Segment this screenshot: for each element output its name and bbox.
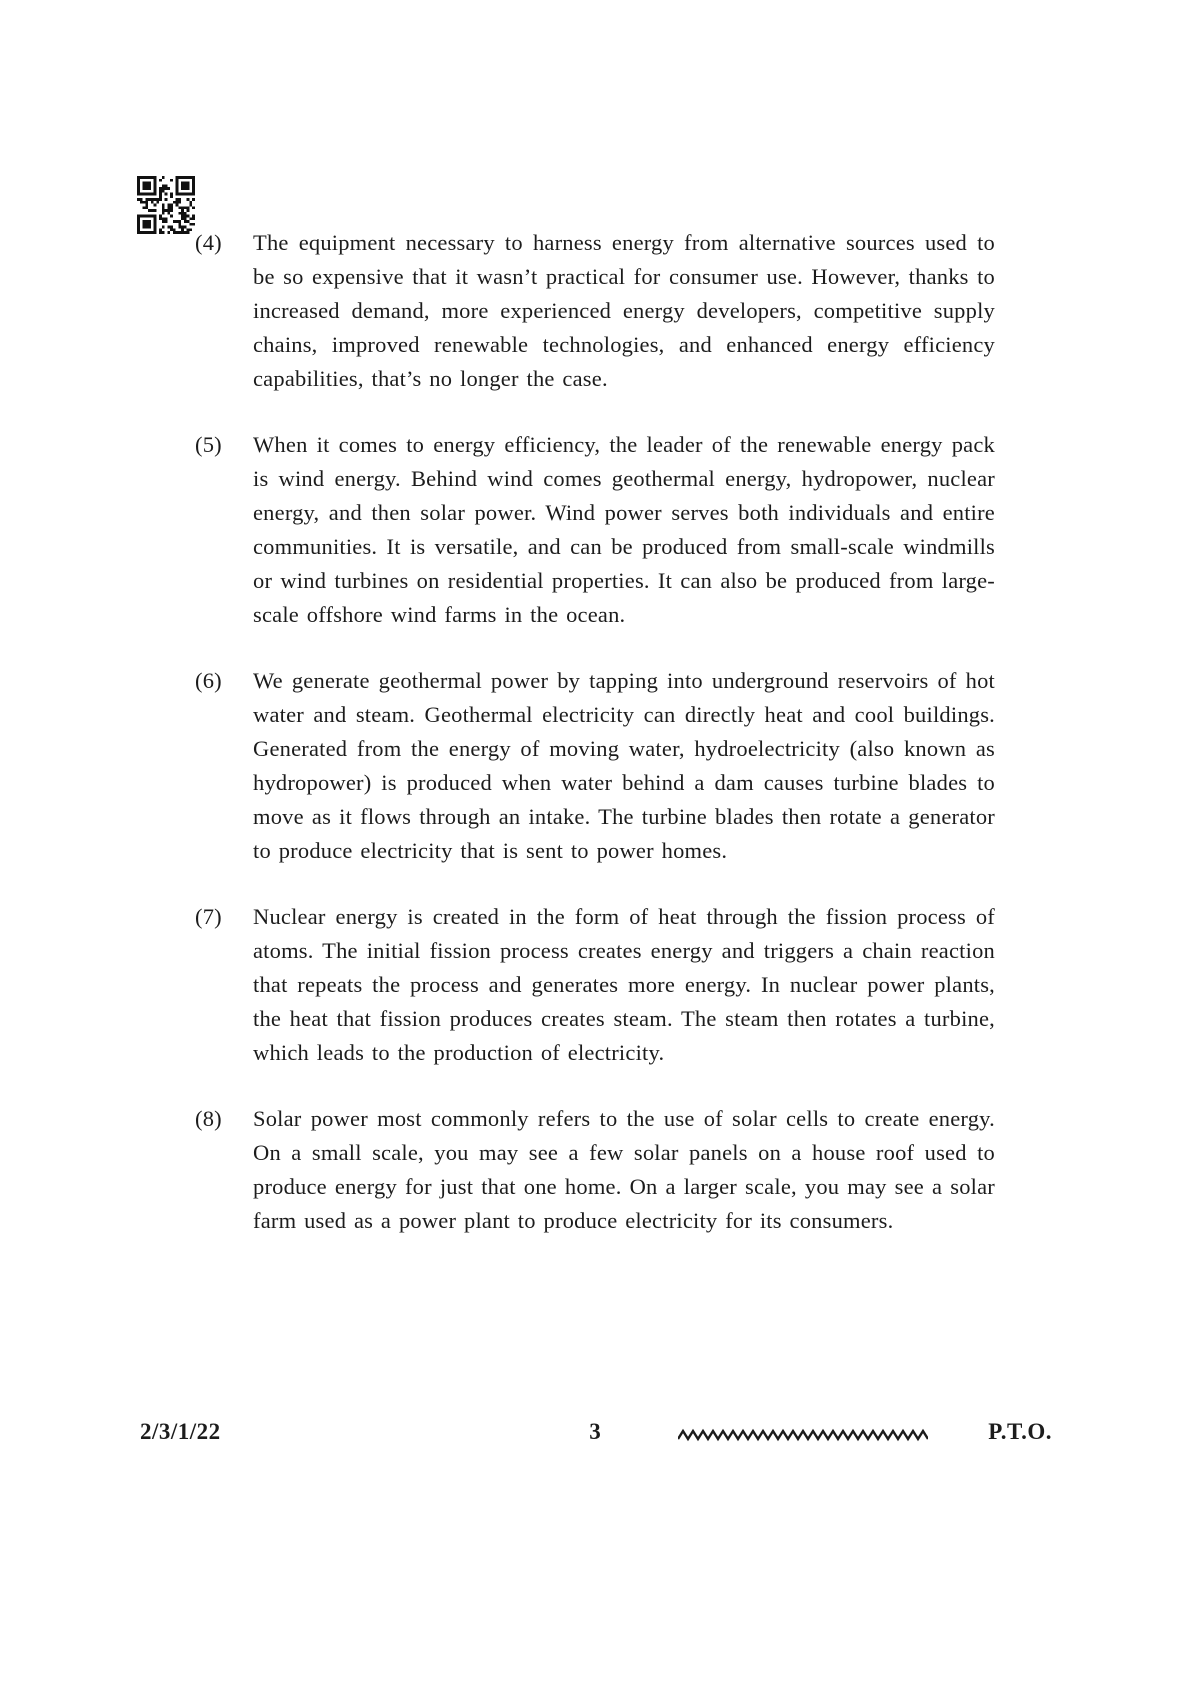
paragraph-text: We generate geothermal power by tapping into underground reservoirs of hot water and steam. Geothermal electricity can directly heat and cool buildings. Generated from the energy of moving water, hydroelectricity (also known as hydropower) is produced when water behind a dam causes turbine blades to move as it flows through an intake. The turbine blades then rotate a generator to produce electricity that is sent to power homes. — [253, 668, 995, 863]
paragraph-5 — [195, 428, 995, 632]
paragraph-4 — [195, 226, 995, 396]
paragraph-number: (6) — [195, 668, 222, 693]
qr-code-icon — [137, 176, 195, 234]
paragraph-text: When it comes to energy efficiency, the leader of the renewable energy pack is wind energy. Behind wind comes geothermal energy, hydropower, nuclear energy, and then solar power. Wind power serves both individuals and entire communities. It is versatile, and can be produced from small-scale windmills or wind turbines on residential properties. It can also be produced from large-scale offshore wind farms in the ocean. — [253, 432, 995, 627]
squiggle-svg — [678, 1427, 928, 1443]
squiggle-divider-icon — [678, 1427, 928, 1443]
paragraph-text: Solar power most commonly refers to the use of solar cells to create energy. On a small scale, you may see a few solar panels on a house roof used to produce energy for just that one home. On a larger scale, you may see a solar farm used as a power plant to produce electricity for its consumers. — [253, 1106, 995, 1233]
paragraph-number: (8) — [195, 1106, 222, 1131]
qr-code-svg — [137, 176, 195, 234]
paragraph-text: The equipment necessary to harness energy from alternative sources used to be so expensive that it wasn’t practical for consumer use. However, thanks to increased demand, more experienced energy developers, competitive supply chains, improved renewable technologies, and enhanced energy efficiency capabilities, that’s no longer the case. — [253, 230, 995, 391]
paragraph-8 — [195, 1102, 995, 1238]
paragraph-6 — [195, 664, 995, 868]
paragraph-number: (4) — [195, 230, 222, 255]
paragraph-text: Nuclear energy is created in the form of heat through the fission process of atoms. The initial fission process creates energy and triggers a chain reaction that repeats the process and generates more energy. In nuclear power plants, the heat that fission produces creates steam. The steam then rotates a turbine, which leads to the production of electricity. — [253, 904, 995, 1065]
paragraph-number: (5) — [195, 432, 222, 457]
paragraph-7 — [195, 900, 995, 1070]
page-footer — [0, 1419, 1190, 1451]
paper-code: 2/3/1/22 — [140, 1419, 221, 1444]
pto-label: P.T.O. — [988, 1419, 1052, 1444]
paragraph-number: (7) — [195, 904, 222, 929]
paragraph-list — [195, 226, 995, 1238]
page-number: 3 — [589, 1419, 601, 1444]
